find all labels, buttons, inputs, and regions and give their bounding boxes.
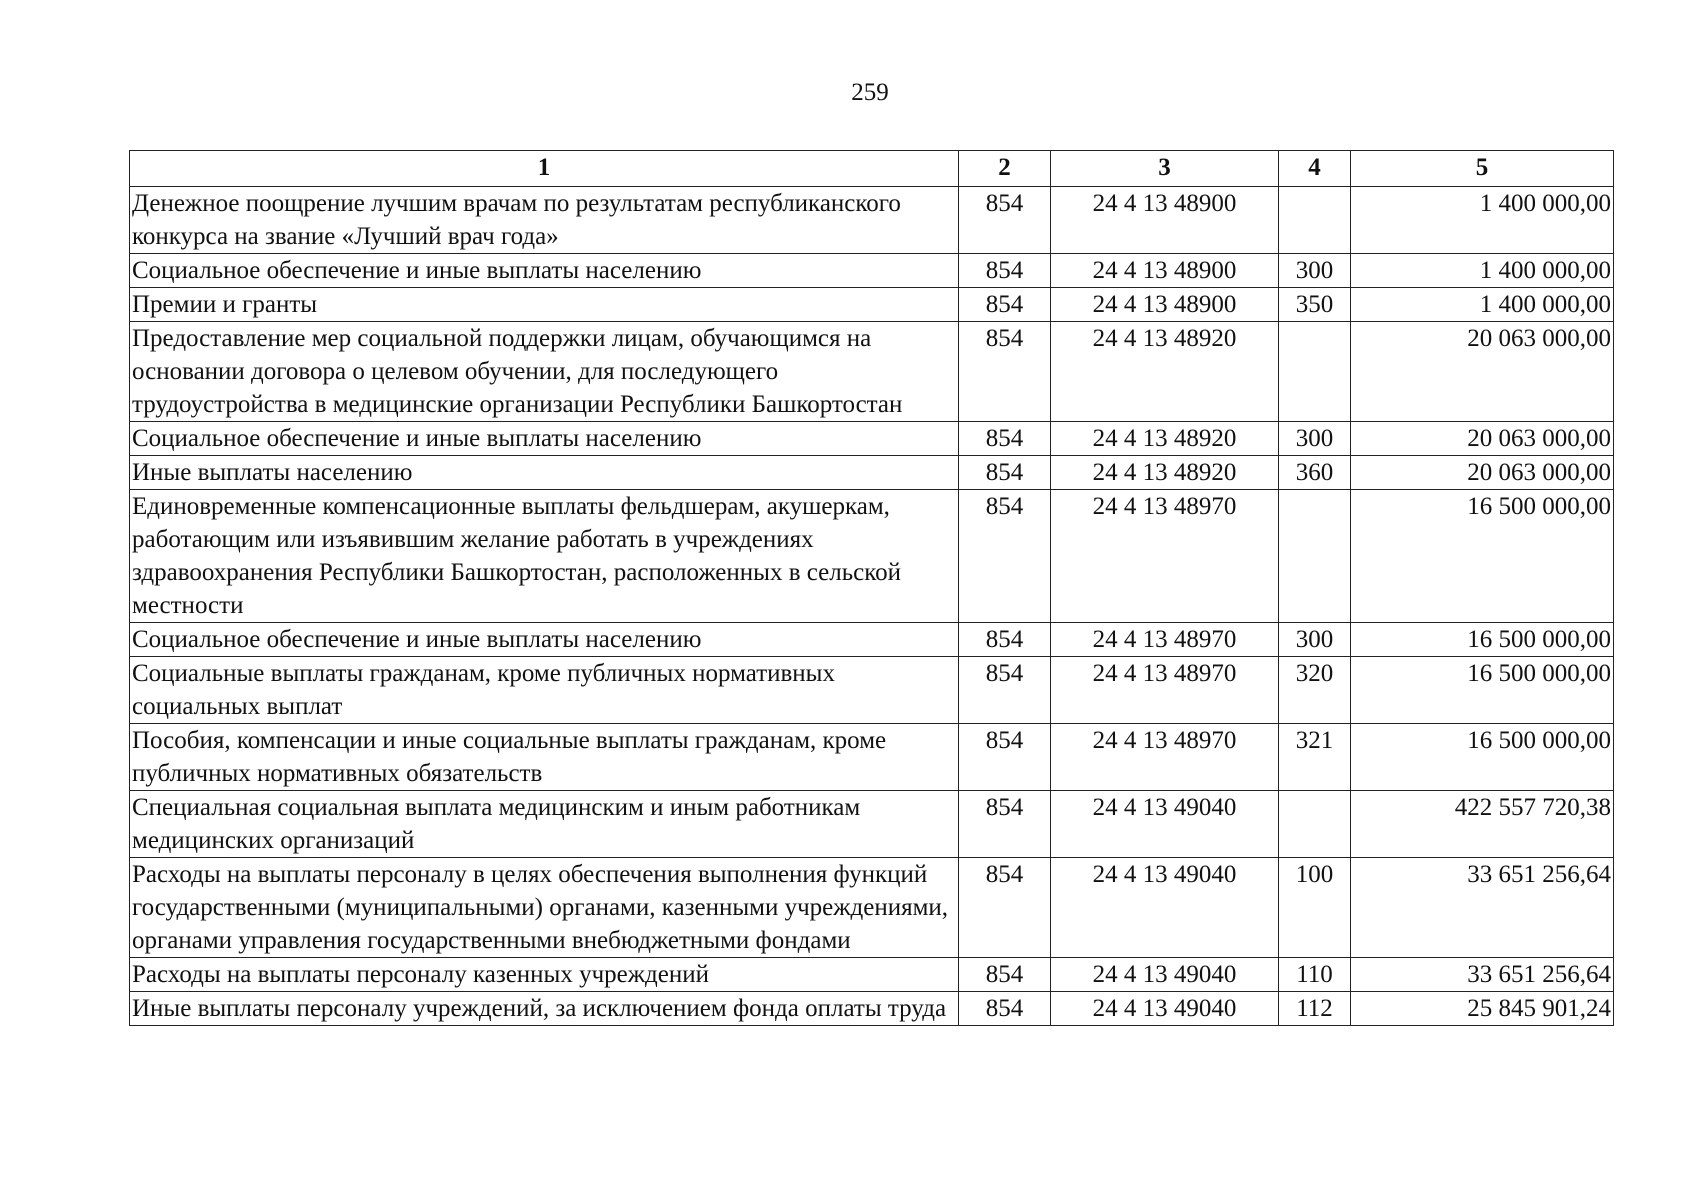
cell-expense-type: 350 [1279,288,1351,322]
cell-name: Социальное обеспечение и иные выплаты населению [130,422,959,456]
cell-ministry-code: 854 [959,456,1051,490]
cell-name: Премии и гранты [130,288,959,322]
table-body [130,187,1614,1026]
cell-ministry-code: 854 [959,791,1051,858]
cell-target-article: 24 4 13 48970 [1051,724,1279,791]
cell-target-article: 24 4 13 49040 [1051,791,1279,858]
table-row [130,657,1614,724]
budget-table [129,150,1614,1026]
cell-target-article: 24 4 13 48970 [1051,657,1279,724]
cell-amount: 16 500 000,00 [1351,657,1614,724]
header-row [130,151,1614,187]
cell-ministry-code: 854 [959,422,1051,456]
cell-name: Расходы на выплаты персоналу в целях обеспечения выполнения функций государственными (муниципальными) органами, казенными учреждениями, органами управления государственными внебюджетными фондами [130,858,959,958]
table-row [130,288,1614,322]
cell-name: Денежное поощрение лучшим врачам по результатам республиканского конкурса на звание «Лучший врач года» [130,187,959,254]
cell-expense-type: 110 [1279,958,1351,992]
cell-amount: 20 063 000,00 [1351,456,1614,490]
cell-ministry-code: 854 [959,992,1051,1026]
cell-amount: 16 500 000,00 [1351,724,1614,791]
cell-amount: 16 500 000,00 [1351,490,1614,623]
cell-amount: 33 651 256,64 [1351,858,1614,958]
cell-ministry-code: 854 [959,288,1051,322]
cell-expense-type: 300 [1279,623,1351,657]
cell-ministry-code: 854 [959,657,1051,724]
table-row [130,254,1614,288]
cell-amount: 20 063 000,00 [1351,422,1614,456]
table-row [130,791,1614,858]
cell-expense-type: 360 [1279,456,1351,490]
cell-target-article: 24 4 13 48920 [1051,456,1279,490]
cell-expense-type: 100 [1279,858,1351,958]
cell-expense-type [1279,322,1351,422]
table-row [130,623,1614,657]
cell-ministry-code: 854 [959,858,1051,958]
cell-target-article: 24 4 13 49040 [1051,858,1279,958]
cell-target-article: 24 4 13 48920 [1051,422,1279,456]
header-col-vr: 4 [1279,151,1351,187]
cell-ministry-code: 854 [959,724,1051,791]
cell-ministry-code: 854 [959,958,1051,992]
table-row [130,992,1614,1026]
cell-amount: 25 845 901,24 [1351,992,1614,1026]
cell-amount: 33 651 256,64 [1351,958,1614,992]
cell-target-article: 24 4 13 48920 [1051,322,1279,422]
table-row [130,490,1614,623]
cell-target-article: 24 4 13 48970 [1051,490,1279,623]
cell-expense-type [1279,791,1351,858]
cell-expense-type: 300 [1279,254,1351,288]
cell-target-article: 24 4 13 49040 [1051,958,1279,992]
table-row [130,456,1614,490]
table-row [130,422,1614,456]
cell-amount: 20 063 000,00 [1351,322,1614,422]
cell-name: Социальное обеспечение и иные выплаты населению [130,254,959,288]
header-col-ministry: 2 [959,151,1051,187]
cell-target-article: 24 4 13 49040 [1051,992,1279,1026]
header-col-csr: 3 [1051,151,1279,187]
cell-ministry-code: 854 [959,623,1051,657]
cell-name: Специальная социальная выплата медицинским и иным работникам медицинских организаций [130,791,959,858]
cell-target-article: 24 4 13 48900 [1051,187,1279,254]
cell-expense-type: 320 [1279,657,1351,724]
table-row [130,322,1614,422]
cell-name: Социальное обеспечение и иные выплаты населению [130,623,959,657]
cell-name: Иные выплаты персоналу учреждений, за исключением фонда оплаты труда [130,992,959,1026]
cell-name: Пособия, компенсации и иные социальные выплаты гражданам, кроме публичных нормативных обязательств [130,724,959,791]
table-row [130,958,1614,992]
cell-expense-type [1279,187,1351,254]
cell-amount: 1 400 000,00 [1351,288,1614,322]
cell-name: Единовременные компенсационные выплаты фельдшерам, акушеркам, работающим или изъявившим желание работать в учреждениях здравоохранения Республики Башкортостан, расположенных в сельской местности [130,490,959,623]
header-col-name: 1 [130,151,959,187]
cell-ministry-code: 854 [959,490,1051,623]
cell-expense-type: 300 [1279,422,1351,456]
cell-name: Социальные выплаты гражданам, кроме публичных нормативных социальных выплат [130,657,959,724]
table-row [130,724,1614,791]
cell-name: Иные выплаты населению [130,456,959,490]
header-col-sum: 5 [1351,151,1614,187]
cell-ministry-code: 854 [959,187,1051,254]
cell-expense-type: 321 [1279,724,1351,791]
table-row [130,187,1614,254]
cell-amount: 422 557 720,38 [1351,791,1614,858]
cell-target-article: 24 4 13 48900 [1051,254,1279,288]
page-number: 259 [851,79,889,106]
cell-expense-type: 112 [1279,992,1351,1026]
cell-name: Предоставление мер социальной поддержки лицам, обучающимся на основании договора о целевом обучении, для последующего трудоустройства в медицинские организации Республики Башкортостан [130,322,959,422]
cell-amount: 16 500 000,00 [1351,623,1614,657]
cell-name: Расходы на выплаты персоналу казенных учреждений [130,958,959,992]
cell-target-article: 24 4 13 48970 [1051,623,1279,657]
cell-amount: 1 400 000,00 [1351,187,1614,254]
cell-expense-type [1279,490,1351,623]
cell-amount: 1 400 000,00 [1351,254,1614,288]
cell-ministry-code: 854 [959,254,1051,288]
cell-target-article: 24 4 13 48900 [1051,288,1279,322]
cell-ministry-code: 854 [959,322,1051,422]
table-row [130,858,1614,958]
